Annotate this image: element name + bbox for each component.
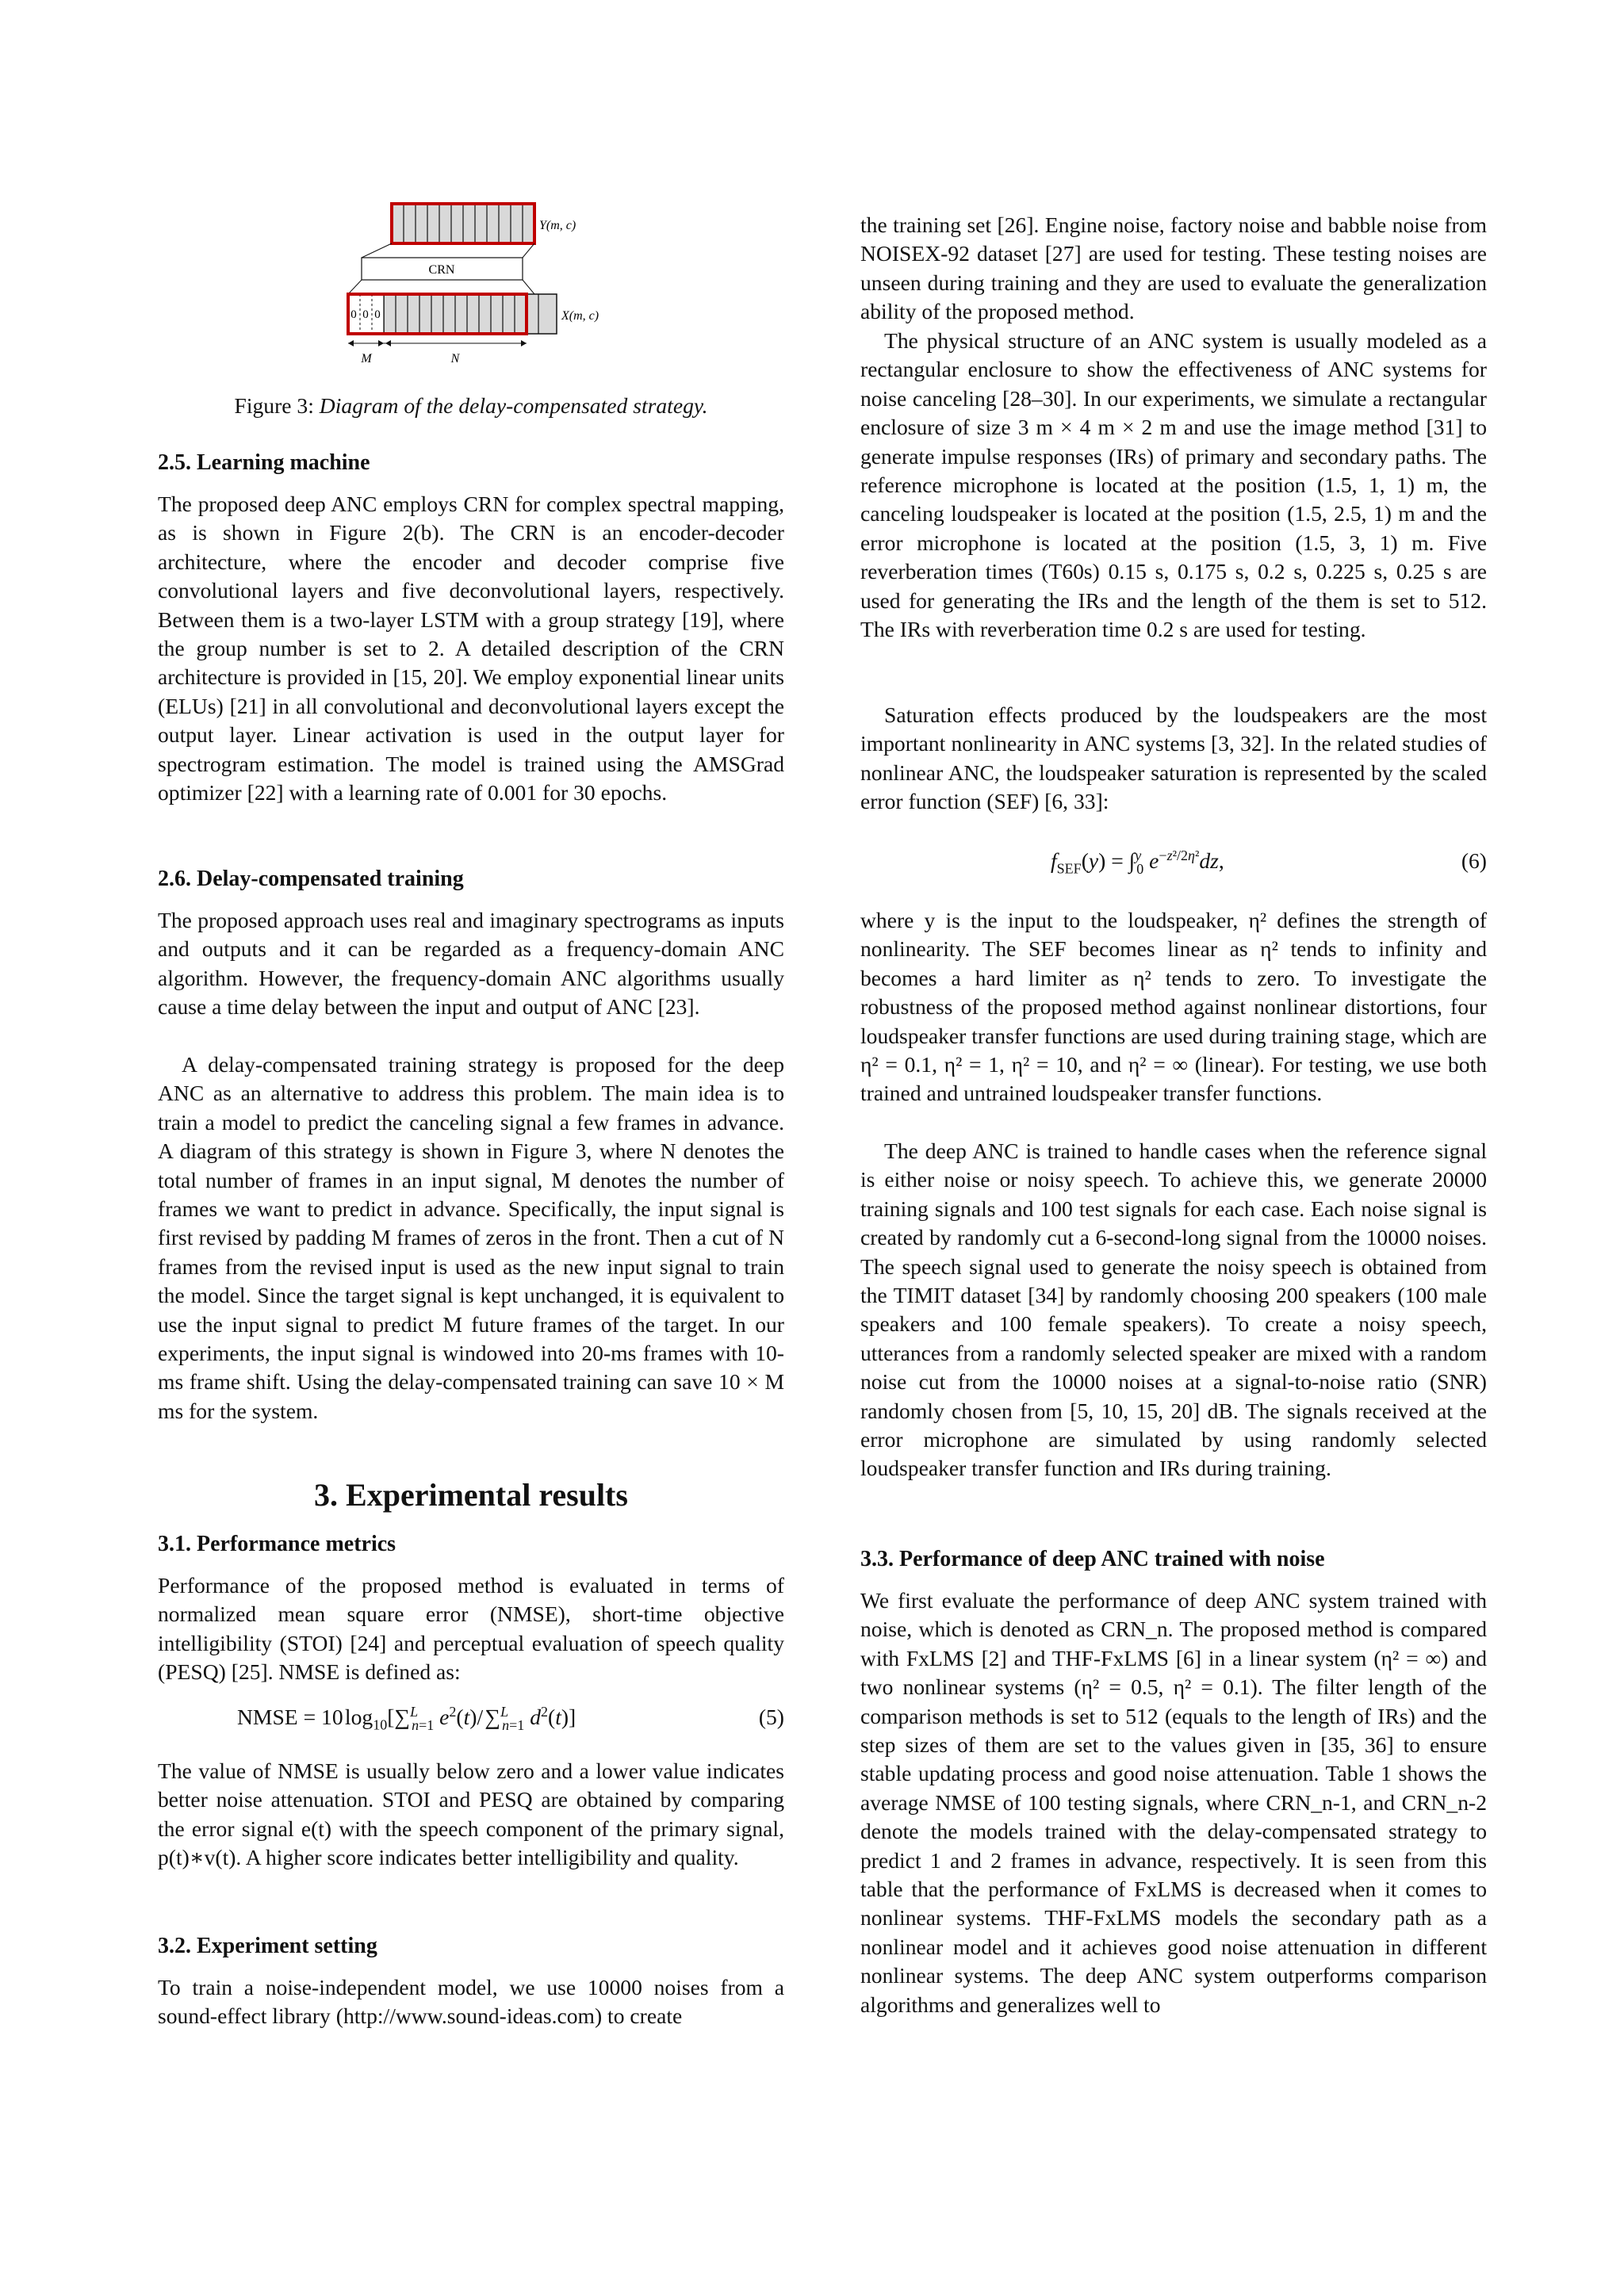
label-x: X(m, c)	[561, 309, 599, 323]
section-2-5-paragraph: The proposed deep ANC employs CRN for complex spectral mapping, as is shown in Figure 2(b). The CRN is an encoder-decoder architecture, where the encoder and decoder comprise five convolutional layers and five deconvolutional layers, respectively. Between them is a two-layer LSTM with a group strategy [19], where the group number is set to 2. A detailed description of the CRN architecture is provided in [15, 20]. We employ exponential linear units (ELUs) [21] in all convolutional and deconvolutional layers except the output layer. Linear activation is used in the output layer for spectrogram estimation. The model is trained using the AMSGrad optimizer [22] with a learning rate of 0.001 for 30 epochs.	[158, 492, 784, 806]
section-3-title: 3. Experimental results	[314, 1477, 628, 1513]
section-2-5-title: 2.5. Learning machine	[158, 450, 370, 475]
section-3-2-paragraph-4: where y is the input to the loudspeaker, η² defines the strength of nonlinearity. The SEF becomes linear as η² tends to infinity and becomes a hard limiter as η² tends to zero. To investigate the robustness of the proposed method against nonlinear distortions, four loudspeaker transfer functions are used during training stage, which are η² = 0.1, η² = 1, η² = 10, and η² = ∞ (linear). For testing, we use both trained and untrained loudspeaker transfer functions.	[860, 908, 1487, 1106]
label-crn: CRN	[428, 263, 455, 277]
section-2-6-paragraph-1: The proposed approach uses real and imaginary spectrograms as inputs and outputs and it can be regarded as a frequency-domain ANC algorithm. However, the frequency-domain ANC algorithms usually cause a time delay between the input and output of ANC [23].	[158, 908, 784, 1020]
section-3-3-title: 3.3. Performance of deep ANC trained with noise	[860, 1547, 1325, 1571]
input-frames-row	[348, 294, 557, 334]
label-y: Y(m, c)	[539, 219, 576, 232]
section-3-2-paragraph-2: The physical structure of an ANC system is usually modeled as a rectangular enclosure to show the effectiveness of ANC systems for noise canceling [28–30]. In our experiments, we simulate a rectangular enclosure of size 3 m × 4 m × 2 m and use the image method [31] to generate impulse responses (IRs) of primary and secondary paths. The reference microphone is located at the position (1.5, 1, 1) m, the canceling loudspeaker is located at the position (1.5, 2.5, 1) m and the error microphone is located at the position (1.5, 3, 1) m. Five reverberation times (T60s) 0.15 s, 0.175 s, 0.2 s, 0.225 s, 0.25 s are used for generating the IRs and the length of the them is set to 512. The IRs with reverberation time 0.2 s are used for testing.	[860, 328, 1487, 642]
section-3-2-paragraph-5: The deep ANC is trained to handle cases when the reference signal is either noise or noisy speech. To achieve this, we generate 20000 training signals and 100 test signals for each case. Each noise signal is created by randomly cut a 6-second-long signal from the 10000 noises. The speech signal used to generate the noisy speech is obtained from the TIMIT dataset [34] by randomly choosing 200 speakers (100 male speakers and 100 female speakers). To create a noisy speech, utterances from a randomly selected speaker are mixed with a random noise cut from the 10000 noises at a signal-to-noise ratio (SNR) randomly chosen from [5, 10, 15, 20] dB. The signals received at the error microphone are simulated by using randomly selected loudspeaker transfer function and IRs during training.	[860, 1138, 1487, 1481]
zero-pad-2: 0	[362, 308, 369, 321]
equation-6: $f_{SEF}(y) = \int^y_0$ $e^{-z^2/2\eta^2}dz$,	[1051, 847, 1224, 877]
figure-3-diagram	[344, 201, 599, 367]
figure-3-caption-text: Diagram of the delay-compensated strategy.	[319, 393, 708, 418]
section-3-1-paragraph-2: The value of NMSE is usually below zero and a lower value indicates better noise attenuation. STOI and PESQ are obtained by comparing the error signal e(t) with the speech component of the primary signal, p(t)∗v(t). A higher score indicates better intelligibility and quality.	[158, 1758, 784, 1870]
section-3-1-title: 3.1. Performance metrics	[158, 1532, 396, 1556]
section-2-6-title: 2.6. Delay-compensated training	[158, 867, 464, 891]
section-3-2-paragraph-1-continued: the training set [26]. Engine noise, factory noise and babble noise from NOISEX-92 dataset [27] are used for testing. These testing noises are unseen during training and they are used to evaluate the generalization ability of the proposed method.	[860, 212, 1487, 324]
zero-pad-1: 0	[350, 308, 357, 321]
section-3-1-paragraph-1: Performance of the proposed method is evaluated in terms of normalized mean square error (NMSE), short-time objective intelligibility (STOI) [24] and perceptual evaluation of speech quality (PESQ) [25]. NMSE is defined as:	[158, 1573, 784, 1685]
section-3-2-paragraph-1: To train a noise-independent model, we use 10000 noises from a sound-effect library (http://www.sound-ideas.com) to create	[158, 1975, 784, 2029]
zero-pad-3: 0	[374, 308, 381, 321]
section-2-6-paragraph-2: A delay-compensated training strategy is proposed for the deep ANC as an alternative to address this problem. The main idea is to train a model to predict the canceling signal a few frames in advance. A diagram of this strategy is shown in Figure 3, where N denotes the total number of frames in an input signal, M denotes the number of frames we want to predict in advance. Specifically, the input signal is first revised by padding M frames of zeros in the front. Then a cut of N frames from the revised input is used as the new input signal to train the model. Since the target signal is kept unchanged, it is equivalent to use the input signal to predict M future frames of the target. In our experiments, the input signal is windowed into 20-ms frames with 10-ms frame shift. Using the delay-compensated training can save 10 × M ms for the system.	[158, 1052, 784, 1423]
label-n: N	[450, 352, 460, 365]
section-3-3-paragraph-1: We first evaluate the performance of deep ANC system trained with noise, which is denoted as CRN_n. The proposed method is compared with FxLMS [2] and THF-FxLMS [6] in a linear system (η² = ∞) and two nonlinear systems (η² = 0.5, η² = 0.1). The filter length of the comparison methods is set to 512 (equals to the length of IRs) and the step sizes of them are set to the values given in [35, 36] to ensure stable updating process and good noise attenuation. Table 1 shows the average NMSE of 100 testing signals, where CRN_n-1, and CRN_n-2 denote the models trained with the delay-compensated strategy to predict 1 and 2 frames in advance, respectively. It is seen from this table that the performance of FxLMS is decreased when it comes to nonlinear systems. THF-FxLMS models the secondary path as a nonlinear model and it achieves good noise attenuation in different nonlinear systems. The deep ANC system outperforms comparison algorithms and generalizes well to	[860, 1588, 1487, 2017]
equation-5-number: (5)	[758, 1705, 784, 1729]
equation-6-number: (6)	[1461, 848, 1487, 873]
label-m: M	[361, 352, 372, 365]
figure-3-caption	[158, 392, 784, 420]
section-3-2-title: 3.2. Experiment setting	[158, 1934, 377, 1958]
output-frames-row	[392, 204, 534, 243]
section-3-2-paragraph-3: Saturation effects produced by the loudspeakers are the most important nonlinearity in ANC systems [3, 32]. In the related studies of nonlinear ANC, the loudspeaker saturation is represented by the scaled error function (SEF) [6, 33]:	[860, 702, 1487, 814]
figure-3-caption-prefix: Figure 3:	[234, 393, 320, 418]
equation-5: NMSE = 10 $\log_{10}[\sum^L_{n=1}$ $e^2(t)/$ ∑$^L_{n=1}$ $d^2(t)$]	[237, 1703, 576, 1733]
